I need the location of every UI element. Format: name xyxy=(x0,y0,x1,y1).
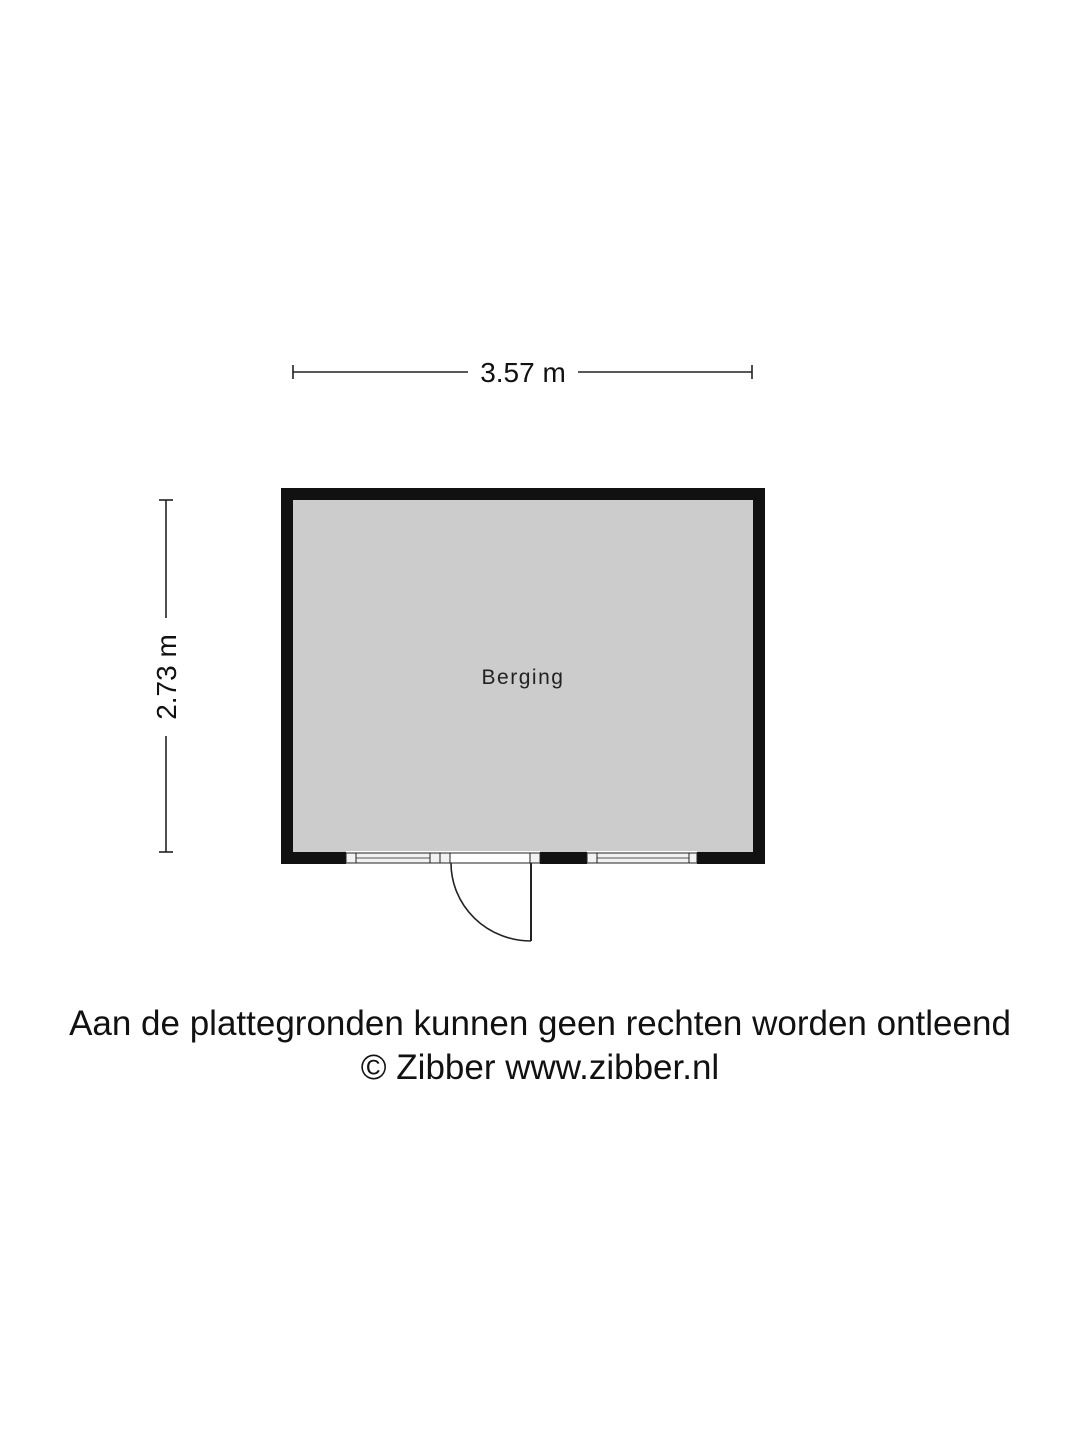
copyright-text: © Zibber www.zibber.nl xyxy=(360,1048,720,1087)
door-swing-arc xyxy=(451,863,531,941)
width-dimension xyxy=(293,357,752,388)
room-label: Berging xyxy=(481,666,565,689)
width-dimension-label: 3.57 m xyxy=(480,357,566,388)
door xyxy=(440,851,540,941)
window-left xyxy=(346,851,440,865)
window-right xyxy=(587,851,697,865)
height-dimension-label: 2.73 m xyxy=(151,634,182,720)
room-berging xyxy=(281,488,765,941)
height-dimension xyxy=(151,500,182,852)
disclaimer-text: Aan de plattegronden kunnen geen rechten worden ontleend xyxy=(69,1004,1011,1043)
